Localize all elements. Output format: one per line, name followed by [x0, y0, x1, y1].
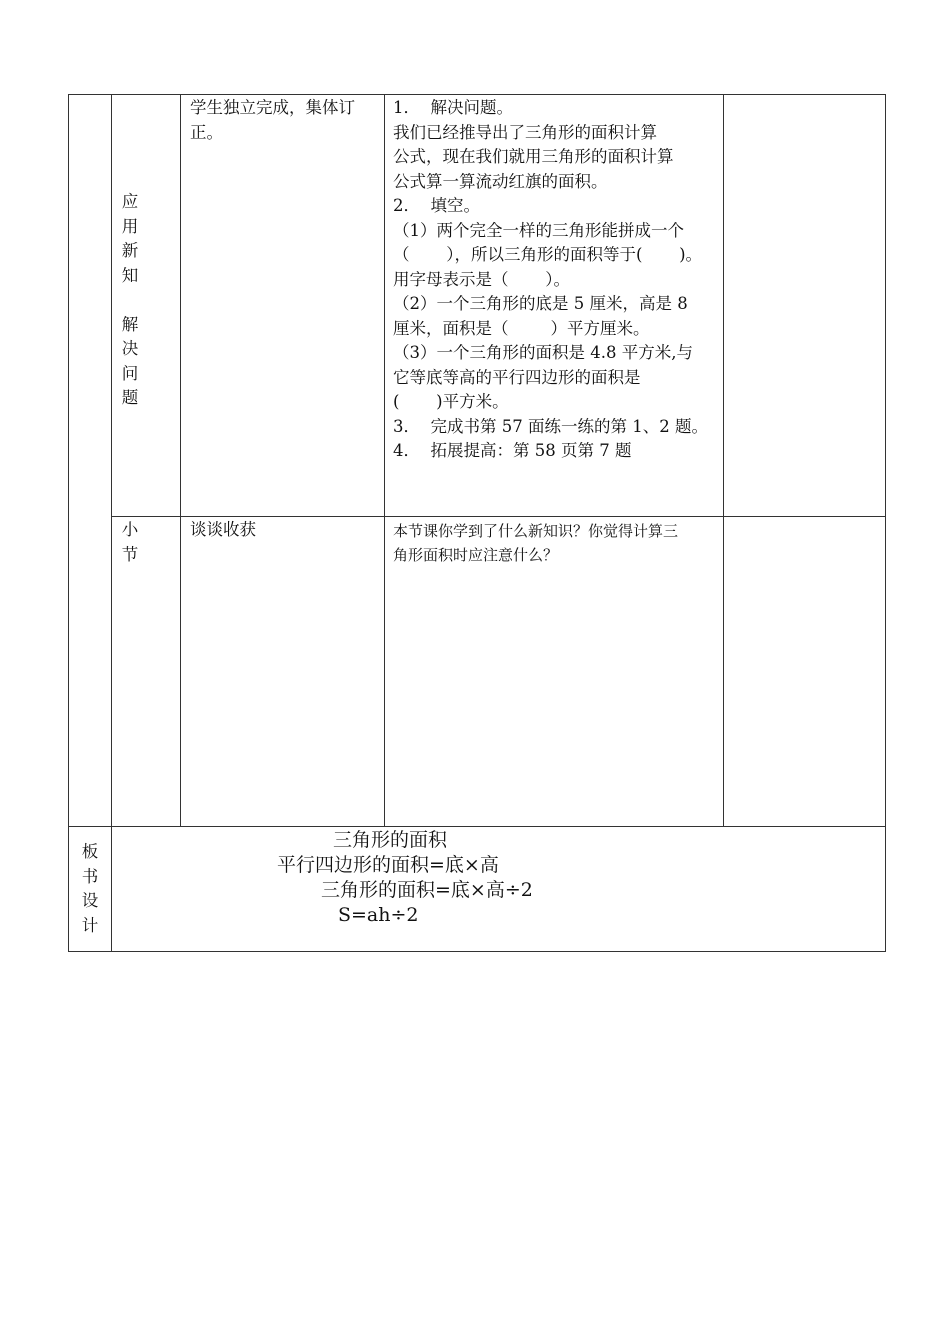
- table-border-top: [68, 94, 886, 95]
- stage-char: 节: [121, 544, 139, 564]
- content-line: 1． 解决问题。: [393, 98, 513, 117]
- activity-line: 正。: [190, 122, 223, 142]
- content-line: 我们已经推导出了三角形的面积计算: [393, 122, 657, 142]
- stage-char: 解: [121, 314, 139, 334]
- board-line-2: 三角形的面积=底×高÷2: [321, 879, 533, 901]
- content-line: （3）一个三角形的面积是 4.8 平方米,与: [393, 343, 693, 362]
- column-divider-4: [723, 94, 724, 826]
- column-divider-2: [180, 94, 181, 826]
- table-border-right: [885, 94, 886, 951]
- board-char: 设: [81, 891, 99, 910]
- row-divider-board: [68, 826, 886, 827]
- content-line: 2． 填空。: [393, 196, 480, 215]
- stage-label-summary: [120, 518, 140, 567]
- column-divider-3: [384, 94, 385, 826]
- content-summary: [393, 519, 723, 567]
- activity-line: 谈谈收获: [190, 520, 256, 539]
- stage-label-apply: [120, 190, 140, 411]
- stage-char: 问: [121, 363, 139, 383]
- board-formula: S=ah÷2: [338, 904, 419, 926]
- content-line: （1）两个完全一样的三角形能拼成一个: [393, 220, 684, 240]
- content-apply: [393, 96, 723, 464]
- stage-char: 题: [121, 388, 139, 407]
- board-char: 板: [81, 842, 99, 861]
- content-line: 3． 完成书第 57 面练一练的第 1、2 题。: [393, 416, 708, 436]
- board-char: 书: [81, 866, 99, 886]
- stage-gap: [120, 288, 140, 313]
- stage-char: 应: [121, 192, 139, 211]
- board-label: [80, 840, 100, 938]
- content-line: ( )平方米。: [393, 392, 509, 411]
- stage-char: 用: [121, 216, 139, 236]
- stage-char: 决: [121, 339, 139, 358]
- stage-char: 知: [121, 265, 139, 285]
- content-line: 用字母表示是（ ）。: [393, 269, 570, 289]
- board-title: 三角形的面积: [333, 829, 448, 851]
- stage-char: 小: [121, 520, 139, 539]
- content-line: 公式算一算流动红旗的面积。: [393, 171, 608, 191]
- table-border-left: [68, 94, 69, 951]
- content-line: 本节课你学到了什么新知识？你觉得计算三: [393, 522, 679, 540]
- content-line: 角形面积时应注意什么？: [393, 546, 559, 564]
- column-divider-1: [111, 94, 112, 951]
- content-line: 公式，现在我们就用三角形的面积计算: [393, 147, 674, 166]
- student-activity-summary: [190, 518, 382, 543]
- content-line: （2）一个三角形的底是 5 厘米，高是 8: [393, 294, 688, 313]
- board-char: 计: [81, 915, 99, 935]
- activity-line: 学生独立完成，集体订: [190, 98, 355, 117]
- content-line: 厘米，面积是（ ）平方厘米。: [393, 318, 650, 338]
- table-border-bottom: [68, 951, 886, 952]
- row-divider-summary: [111, 516, 886, 517]
- student-activity-apply: [190, 96, 382, 145]
- content-line: 它等底等高的平行四边形的面积是: [393, 367, 641, 387]
- content-line: 4． 拓展提高：第 58 页第 7 题: [393, 441, 632, 460]
- lesson-plan-table: [68, 94, 886, 951]
- content-line: （ ），所以三角形的面积等于( )。: [393, 245, 703, 264]
- stage-char: 新: [121, 241, 139, 260]
- board-line-1: 平行四边形的面积=底×高: [277, 854, 499, 876]
